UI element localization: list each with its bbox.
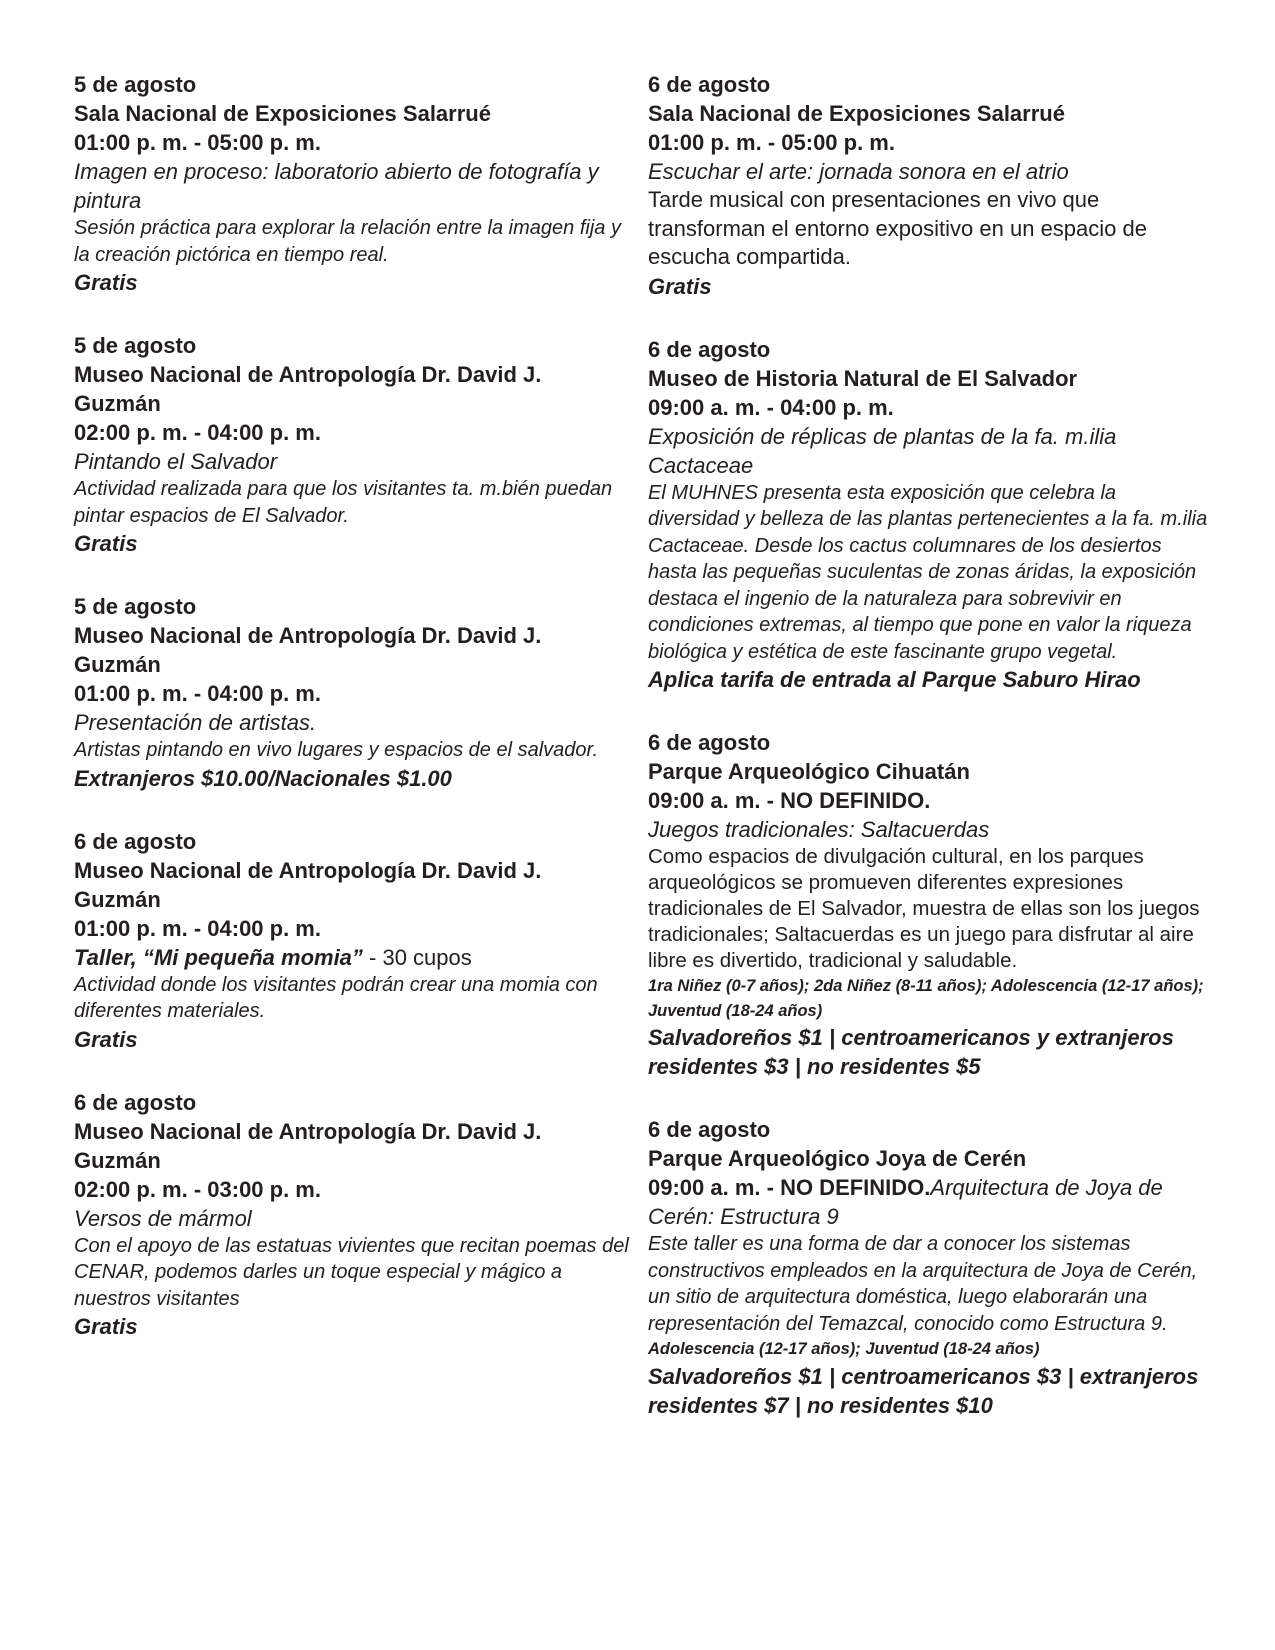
- event-title: Exposición de réplicas de plantas de la fa. m.ilia Cactaceae: [648, 423, 1117, 478]
- event-description: Con el apoyo de las estatuas vivientes que recitan poemas del CENAR, podemos darles un toque especial y mágico a nuestros visitantes: [74, 1234, 629, 1310]
- event-title: Presentación de artistas.: [74, 710, 317, 735]
- event-audience: Adolescencia (12-17 años); Juventud (18-24 años): [648, 1340, 1040, 1358]
- event-title: Pintando el Salvador: [74, 449, 278, 474]
- event-entry: [648, 728, 1208, 1081]
- event-title: Imagen en proceso: laboratorio abierto de fotografía y pintura: [74, 159, 599, 213]
- event-venue: Sala Nacional de Exposiciones Salarrué: [74, 101, 491, 126]
- event-venue: Parque Arqueológico Cihuatán: [648, 759, 970, 784]
- event-entry: [74, 827, 629, 1054]
- event-date: 6 de agosto: [648, 72, 771, 97]
- event-entry: [648, 335, 1208, 695]
- event-entry: [74, 70, 629, 297]
- event-title: Escuchar el arte: jornada sonora en el atrio: [648, 159, 1069, 184]
- event-price: Gratis: [648, 273, 712, 299]
- event-venue: Museo de Historia Natural de El Salvador: [648, 365, 1078, 391]
- event-price: Salvadoreños $1 | centroamericanos $3 | extranjeros residentes $7 | no residentes $10: [648, 1363, 1199, 1418]
- event-title-line: [74, 943, 629, 972]
- event-time: 02:00 p. m. - 04:00 p. m.: [74, 420, 321, 445]
- event-venue: Museo Nacional de Antropología Dr. David J. Guzmán: [74, 623, 542, 677]
- event-venue: Museo Nacional de Antropología Dr. David J. Guzmán: [74, 362, 542, 416]
- event-venue: Parque Arqueológico Joya de Cerén: [648, 1146, 1027, 1171]
- event-time: 01:00 p. m. - 04:00 p. m.: [74, 681, 321, 706]
- event-entry: [74, 1088, 629, 1342]
- event-price: Gratis: [74, 270, 138, 295]
- event-description: Este taller es una forma de dar a conocer los sistemas constructivos empleados en la arquitectura de Joya de Cerén, un sitio de arquitectura doméstica, luego elaborarán una representación del Temazcal, conocido como Estructura 9.: [648, 1233, 1198, 1335]
- event-time: 09:00 a. m. - 04:00 p. m.: [648, 394, 894, 420]
- event-date: 5 de agosto: [74, 594, 197, 619]
- event-description: Tarde musical con presentaciones en vivo que transforman el entorno expositivo en un espacio de escucha compartida.: [648, 187, 1147, 269]
- event-price: Gratis: [74, 1026, 138, 1052]
- event-date: 6 de agosto: [648, 730, 771, 755]
- event-date: 5 de agosto: [74, 333, 197, 358]
- event-time: 02:00 p. m. - 03:00 p. m.: [74, 1176, 321, 1202]
- event-entry: [648, 70, 1208, 301]
- event-description: Actividad realizada para que los visitantes ta. m.bién puedan pintar espacios de El Salvador.: [74, 478, 613, 527]
- event-time: 01:00 p. m. - 05:00 p. m.: [74, 130, 321, 155]
- event-capacity: - 30 cupos: [362, 944, 472, 970]
- event-venue: Sala Nacional de Exposiciones Salarrué: [648, 101, 1065, 126]
- event-price: Gratis: [74, 531, 138, 556]
- event-time: 01:00 p. m. - 05:00 p. m.: [648, 130, 895, 155]
- event-entry: [648, 1115, 1208, 1420]
- event-date: 6 de agosto: [74, 1089, 197, 1115]
- event-entry: [74, 592, 629, 793]
- left-column: [74, 70, 629, 1375]
- right-column: [648, 70, 1208, 1454]
- event-title: Juegos tradicionales: Saltacuerdas: [648, 817, 990, 842]
- event-time: 09:00 a. m. - NO DEFINIDO.: [648, 1175, 931, 1200]
- event-time: 01:00 p. m. - 04:00 p. m.: [74, 915, 321, 941]
- event-description: Artistas pintando en vivo lugares y espacios de el salvador.: [74, 739, 598, 761]
- event-title: Taller, “Mi pequeña momia”: [74, 944, 363, 970]
- event-title: Arquitectura de Joya de Cerén: Estructura 9: [648, 1175, 1163, 1229]
- event-description: Actividad donde los visitantes podrán crear una momia con diferentes materiales.: [74, 973, 598, 1022]
- event-date: 6 de agosto: [648, 336, 771, 362]
- event-venue: Museo Nacional de Antropología Dr. David J. Guzmán: [74, 857, 542, 912]
- event-description: Sesión práctica para explorar la relación entre la imagen fija y la creación pictórica en tiempo real.: [74, 217, 621, 266]
- event-description: El MUHNES presenta esta exposición que celebra la diversidad y belleza de las plantas pertenecientes a la fa. m.ilia Cactaceae. Desde los cactus columnares de los desiertos hasta las pequeñas suculentas de zonas áridas, la exposición destaca el ingenio de la naturaleza para sobrevivir en condiciones extremas, al tiempo que pone en valor la riqueza biológica y estética de este fascinante grupo vegetal.: [648, 481, 1208, 663]
- event-title: Versos de mármol: [74, 1205, 252, 1231]
- event-description: Como espacios de divulgación cultural, en los parques arqueológicos se promueven diferentes expresiones tradicionales de El Salvador, muestra de ellas son los juegos tradicionales; Saltacuerdas es un juego para disfrutar al aire libre es divertido, tradicional y saludable.: [648, 845, 1200, 972]
- event-price: Extranjeros $10.00/Nacionales $1.00: [74, 765, 452, 791]
- event-time: 09:00 a. m. - NO DEFINIDO.: [648, 788, 931, 813]
- event-price: Gratis: [74, 1314, 138, 1339]
- event-time-title-line: [648, 1173, 1208, 1231]
- event-date: 6 de agosto: [74, 828, 197, 854]
- event-date: 6 de agosto: [648, 1117, 771, 1142]
- event-price: Aplica tarifa de entrada al Parque Saburo Hirao: [648, 667, 1141, 692]
- event-audience: 1ra Niñez (0-7 años); 2da Niñez (8-11 años); Adolescencia (12-17 años); Juventud (18-24 años): [648, 977, 1204, 1020]
- event-date: 5 de agosto: [74, 72, 197, 97]
- event-price: Salvadoreños $1 | centroamericanos y extranjeros residentes $3 | no residentes $5: [648, 1025, 1174, 1079]
- event-venue: Museo Nacional de Antropología Dr. David J. Guzmán: [74, 1118, 542, 1173]
- event-entry: [74, 331, 629, 558]
